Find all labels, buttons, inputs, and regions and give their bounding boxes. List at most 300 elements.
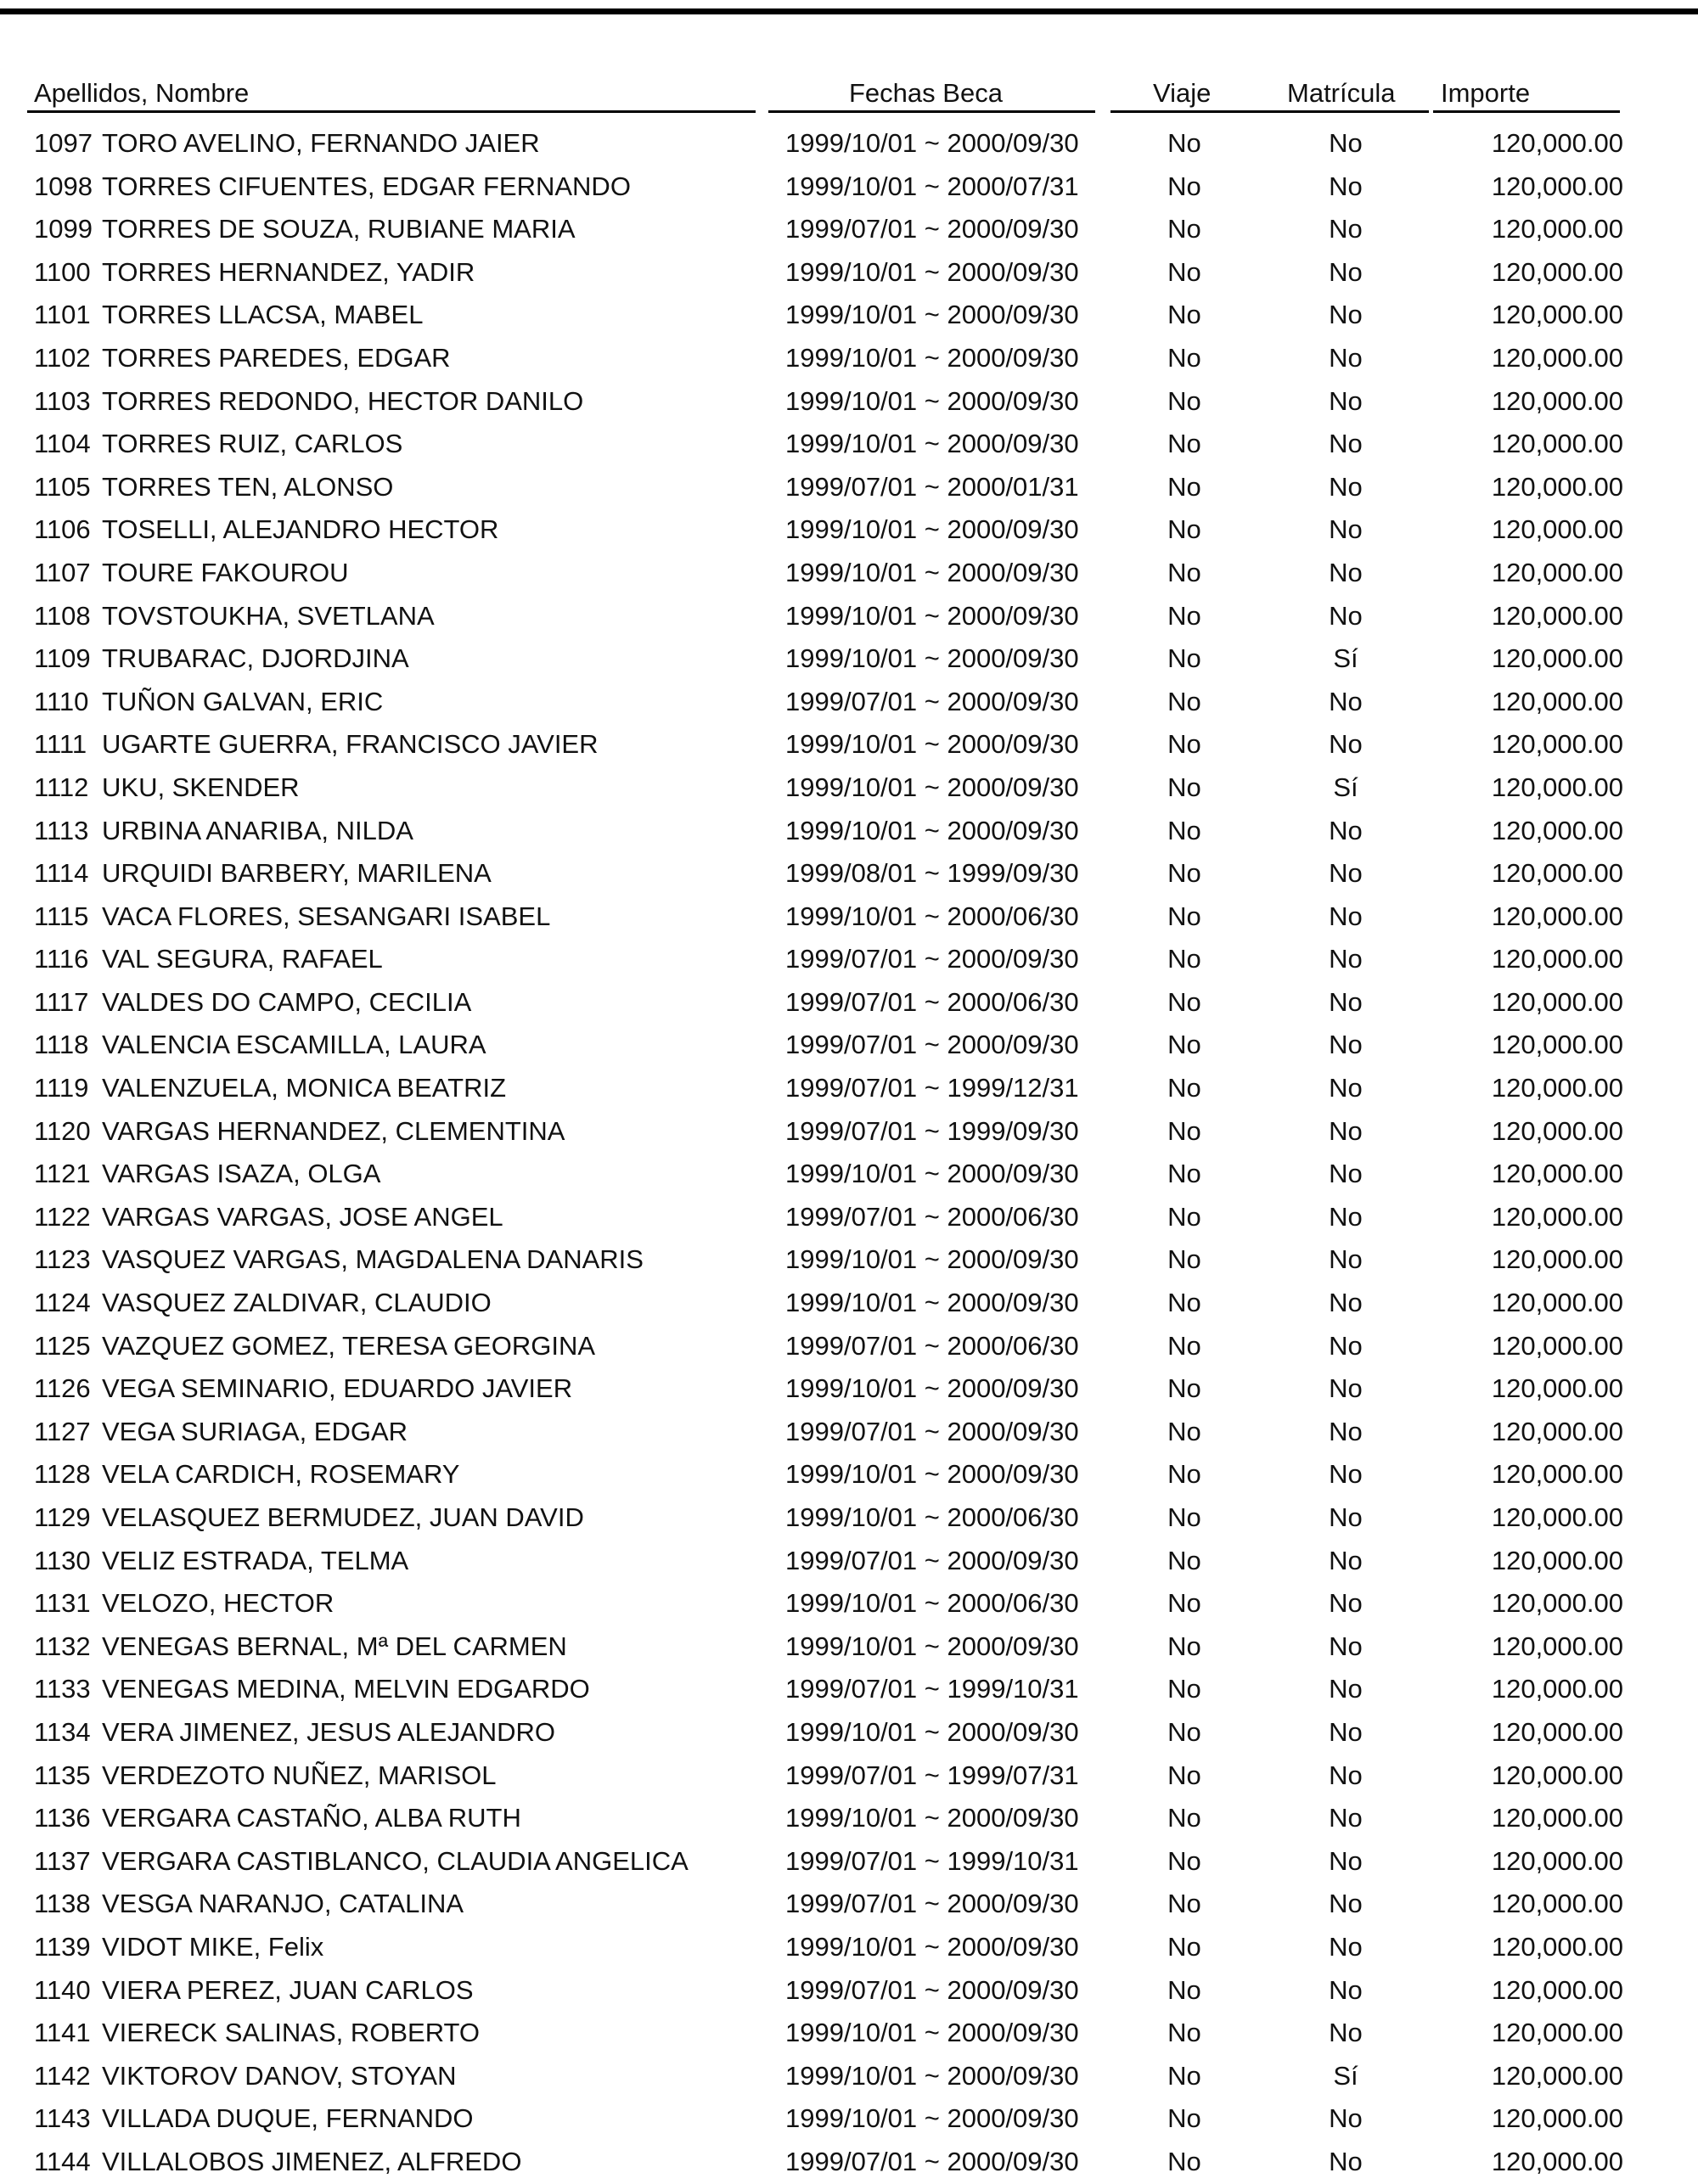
row-importe: 120,000.00: [1491, 1716, 1623, 1747]
table-row: [0, 552, 1698, 595]
row-name: URBINA ANARIBA, NILDA: [102, 815, 413, 845]
row-number: 1107: [34, 557, 91, 587]
table-row: [0, 1024, 1698, 1067]
row-importe: 120,000.00: [1491, 171, 1623, 201]
row-dates: 1999/07/01 ~ 1999/10/31: [785, 1674, 1079, 1704]
row-name: VACA FLORES, SESANGARI ISABEL: [102, 901, 551, 931]
row-name: TORRES HERNANDEZ, YADIR: [102, 256, 475, 287]
row-importe: 120,000.00: [1491, 256, 1623, 287]
row-matricula: No: [1329, 686, 1363, 716]
row-dates: 1999/10/01 ~ 2000/09/30: [785, 1244, 1079, 1275]
table-row: [0, 1840, 1698, 1884]
row-number: 1133: [34, 1674, 91, 1704]
header-importe: Importe: [1441, 78, 1531, 108]
row-name: TORRES DE SOUZA, RUBIANE MARIA: [102, 214, 576, 244]
table-row: [0, 251, 1698, 295]
table-row: [0, 1926, 1698, 1969]
row-name: VERGARA CASTIBLANCO, CLAUDIA ANGELICA: [102, 1845, 689, 1876]
row-dates: 1999/08/01 ~ 1999/09/30: [785, 858, 1079, 889]
row-matricula: No: [1329, 2018, 1363, 2048]
row-importe: 120,000.00: [1491, 600, 1623, 631]
row-dates: 1999/07/01 ~ 2000/09/30: [785, 2146, 1079, 2176]
row-viaje: No: [1167, 1716, 1201, 1747]
header-viaje: Viaje: [1153, 78, 1212, 108]
row-dates: 1999/10/01 ~ 2000/09/30: [785, 643, 1079, 674]
row-matricula: No: [1329, 171, 1363, 201]
row-matricula: No: [1329, 1889, 1363, 1919]
row-matricula: No: [1329, 1288, 1363, 1318]
row-name: VALENZUELA, MONICA BEATRIZ: [102, 1073, 507, 1103]
row-dates: 1999/07/01 ~ 2000/09/30: [785, 214, 1079, 244]
row-name: VILLALOBOS JIMENEZ, ALFREDO: [102, 2146, 522, 2176]
row-viaje: No: [1167, 256, 1201, 287]
row-viaje: No: [1167, 429, 1201, 459]
row-importe: 120,000.00: [1491, 729, 1623, 760]
row-number: 1142: [34, 2060, 91, 2091]
row-viaje: No: [1167, 1974, 1201, 2005]
row-importe: 120,000.00: [1491, 944, 1623, 974]
row-number: 1126: [34, 1373, 91, 1404]
row-number: 1112: [34, 772, 89, 802]
row-viaje: No: [1167, 1545, 1201, 1575]
row-dates: 1999/07/01 ~ 2000/06/30: [785, 1330, 1079, 1361]
row-number: 1102: [34, 342, 91, 373]
row-importe: 120,000.00: [1491, 300, 1623, 330]
row-importe: 120,000.00: [1491, 1159, 1623, 1189]
row-matricula: No: [1329, 1588, 1363, 1619]
row-name: TOVSTOUKHA, SVETLANA: [102, 600, 435, 631]
row-dates: 1999/07/01 ~ 2000/01/31: [785, 471, 1079, 502]
row-number: 1098: [34, 171, 93, 201]
row-name: VARGAS HERNANDEZ, CLEMENTINA: [102, 1115, 565, 1146]
row-matricula: No: [1329, 1974, 1363, 2005]
table-row: [0, 681, 1698, 724]
row-number: 1104: [34, 429, 91, 459]
row-number: 1127: [34, 1416, 91, 1446]
row-number: 1129: [34, 1502, 91, 1532]
row-importe: 120,000.00: [1491, 1674, 1623, 1704]
row-number: 1101: [34, 300, 91, 330]
header-matricula: Matrícula: [1287, 78, 1396, 108]
row-importe: 120,000.00: [1491, 1244, 1623, 1275]
row-dates: 1999/07/01 ~ 2000/09/30: [785, 1974, 1079, 2005]
row-name: UKU, SKENDER: [102, 772, 300, 802]
row-name: VENEGAS BERNAL, Mª DEL CARMEN: [102, 1631, 567, 1661]
row-matricula: No: [1329, 1845, 1363, 1876]
row-number: 1099: [34, 214, 93, 244]
row-dates: 1999/10/01 ~ 2000/09/30: [785, 2060, 1079, 2091]
row-dates: 1999/07/01 ~ 1999/09/30: [785, 1115, 1079, 1146]
row-name: TORO AVELINO, FERNANDO JAIER: [102, 128, 540, 158]
row-matricula: No: [1329, 1631, 1363, 1661]
row-viaje: No: [1167, 514, 1201, 545]
row-importe: 120,000.00: [1491, 901, 1623, 931]
row-matricula: No: [1329, 944, 1363, 974]
table-row: [0, 423, 1698, 466]
row-dates: 1999/07/01 ~ 2000/09/30: [785, 686, 1079, 716]
row-importe: 120,000.00: [1491, 557, 1623, 587]
row-viaje: No: [1167, 171, 1201, 201]
row-number: 1105: [34, 471, 91, 502]
table-row: [0, 1711, 1698, 1754]
row-importe: 120,000.00: [1491, 2018, 1623, 2048]
row-name: TORRES PAREDES, EDGAR: [102, 342, 451, 373]
table-row: [0, 895, 1698, 939]
row-name: URQUIDI BARBERY, MARILENA: [102, 858, 492, 889]
row-matricula: No: [1329, 214, 1363, 244]
row-viaje: No: [1167, 1674, 1201, 1704]
header-underline-matricula: [1263, 110, 1429, 113]
table-row: [0, 1883, 1698, 1926]
row-dates: 1999/10/01 ~ 2000/09/30: [785, 514, 1079, 545]
table-row: [0, 1067, 1698, 1110]
row-matricula: Sí: [1333, 772, 1358, 802]
row-name: VAL SEGURA, RAFAEL: [102, 944, 383, 974]
row-number: 1130: [34, 1545, 91, 1575]
row-viaje: No: [1167, 2060, 1201, 2091]
row-matricula: No: [1329, 2103, 1363, 2134]
table-row: [0, 1325, 1698, 1368]
row-dates: 1999/10/01 ~ 2000/09/30: [785, 1631, 1079, 1661]
table-row: [0, 2097, 1698, 2141]
row-matricula: No: [1329, 901, 1363, 931]
row-dates: 1999/10/01 ~ 2000/09/30: [785, 1288, 1079, 1318]
table-row: [0, 1582, 1698, 1625]
row-dates: 1999/10/01 ~ 2000/09/30: [785, 256, 1079, 287]
row-dates: 1999/07/01 ~ 2000/09/30: [785, 1416, 1079, 1446]
top-rule: [0, 8, 1698, 14]
table-row: [0, 1625, 1698, 1669]
row-viaje: No: [1167, 1631, 1201, 1661]
row-dates: 1999/10/01 ~ 2000/09/30: [785, 300, 1079, 330]
row-name: VILLADA DUQUE, FERNANDO: [102, 2103, 474, 2134]
row-name: TUÑON GALVAN, ERIC: [102, 686, 384, 716]
row-name: TORRES LLACSA, MABEL: [102, 300, 424, 330]
row-viaje: No: [1167, 729, 1201, 760]
table-row: [0, 1411, 1698, 1454]
row-matricula: No: [1329, 1159, 1363, 1189]
row-number: 1108: [34, 600, 91, 631]
row-number: 1117: [34, 986, 89, 1017]
row-dates: 1999/10/01 ~ 2000/09/30: [785, 729, 1079, 760]
row-viaje: No: [1167, 600, 1201, 631]
table-row: [0, 2012, 1698, 2055]
row-viaje: No: [1167, 557, 1201, 587]
row-number: 1137: [34, 1845, 91, 1876]
header-underline-viaje: [1110, 110, 1263, 113]
row-name: TOURE FAKOUROU: [102, 557, 349, 587]
row-importe: 120,000.00: [1491, 1760, 1623, 1790]
row-dates: 1999/07/01 ~ 2000/06/30: [785, 986, 1079, 1017]
row-matricula: Sí: [1333, 643, 1358, 674]
row-name: VELOZO, HECTOR: [102, 1588, 335, 1619]
table-row: [0, 1453, 1698, 1496]
row-viaje: No: [1167, 643, 1201, 674]
row-name: VESGA NARANJO, CATALINA: [102, 1889, 464, 1919]
row-number: 1125: [34, 1330, 91, 1361]
table-row: [0, 337, 1698, 380]
row-name: VERGARA CASTAÑO, ALBA RUTH: [102, 1803, 521, 1833]
table-row: [0, 1196, 1698, 1239]
row-number: 1118: [34, 1030, 89, 1060]
table-row: [0, 595, 1698, 638]
table-row: [0, 1540, 1698, 1583]
row-importe: 120,000.00: [1491, 1545, 1623, 1575]
row-viaje: No: [1167, 858, 1201, 889]
table-row: [0, 2055, 1698, 2098]
row-viaje: No: [1167, 1416, 1201, 1446]
table-row: [0, 1367, 1698, 1411]
row-name: VELASQUEZ BERMUDEZ, JUAN DAVID: [102, 1502, 584, 1532]
table-row: [0, 122, 1698, 166]
header-dates: Fechas Beca: [849, 78, 1003, 108]
row-matricula: No: [1329, 385, 1363, 416]
row-matricula: No: [1329, 986, 1363, 1017]
row-viaje: No: [1167, 1073, 1201, 1103]
row-viaje: No: [1167, 471, 1201, 502]
table-row: [0, 723, 1698, 766]
row-number: 1120: [34, 1115, 91, 1146]
row-dates: 1999/07/01 ~ 1999/10/31: [785, 1845, 1079, 1876]
row-name: UGARTE GUERRA, FRANCISCO JAVIER: [102, 729, 599, 760]
row-name: VELA CARDICH, ROSEMARY: [102, 1459, 460, 1490]
row-importe: 120,000.00: [1491, 429, 1623, 459]
row-dates: 1999/10/01 ~ 2000/09/30: [785, 600, 1079, 631]
row-viaje: No: [1167, 772, 1201, 802]
row-dates: 1999/10/01 ~ 2000/09/30: [785, 1159, 1079, 1189]
row-viaje: No: [1167, 944, 1201, 974]
row-matricula: No: [1329, 1073, 1363, 1103]
row-dates: 1999/10/01 ~ 2000/09/30: [785, 385, 1079, 416]
row-name: VALENCIA ESCAMILLA, LAURA: [102, 1030, 486, 1060]
row-matricula: No: [1329, 858, 1363, 889]
table-row: [0, 1110, 1698, 1154]
row-viaje: No: [1167, 128, 1201, 158]
row-matricula: No: [1329, 1330, 1363, 1361]
table-row: [0, 1754, 1698, 1798]
row-dates: 1999/10/01 ~ 2000/09/30: [785, 1716, 1079, 1747]
row-matricula: No: [1329, 1931, 1363, 1962]
row-name: TRUBARAC, DJORDJINA: [102, 643, 409, 674]
row-dates: 1999/10/01 ~ 2000/06/30: [785, 901, 1079, 931]
row-importe: 120,000.00: [1491, 1030, 1623, 1060]
row-matricula: No: [1329, 1674, 1363, 1704]
row-matricula: No: [1329, 1416, 1363, 1446]
row-dates: 1999/10/01 ~ 2000/06/30: [785, 1502, 1079, 1532]
row-name: TORRES REDONDO, HECTOR DANILO: [102, 385, 584, 416]
row-importe: 120,000.00: [1491, 1974, 1623, 2005]
row-dates: 1999/10/01 ~ 2000/09/30: [785, 128, 1079, 158]
row-importe: 120,000.00: [1491, 214, 1623, 244]
header-underline-dates: [768, 110, 1095, 113]
header-name: Apellidos, Nombre: [34, 78, 250, 108]
row-dates: 1999/07/01 ~ 2000/09/30: [785, 1545, 1079, 1575]
row-matricula: Sí: [1333, 2060, 1358, 2091]
row-viaje: No: [1167, 1330, 1201, 1361]
row-dates: 1999/10/01 ~ 2000/07/31: [785, 171, 1079, 201]
row-number: 1100: [34, 256, 91, 287]
row-dates: 1999/07/01 ~ 2000/09/30: [785, 944, 1079, 974]
row-importe: 120,000.00: [1491, 815, 1623, 845]
row-number: 1121: [34, 1159, 91, 1189]
row-importe: 120,000.00: [1491, 471, 1623, 502]
table-row: [0, 2141, 1698, 2184]
row-number: 1128: [34, 1459, 91, 1490]
row-name: TORRES RUIZ, CARLOS: [102, 429, 403, 459]
row-name: VELIZ ESTRADA, TELMA: [102, 1545, 409, 1575]
row-number: 1140: [34, 1974, 91, 2005]
row-name: VALDES DO CAMPO, CECILIA: [102, 986, 472, 1017]
row-number: 1134: [34, 1716, 91, 1747]
row-viaje: No: [1167, 1115, 1201, 1146]
row-dates: 1999/10/01 ~ 2000/09/30: [785, 429, 1079, 459]
row-importe: 120,000.00: [1491, 1845, 1623, 1876]
row-matricula: No: [1329, 1760, 1363, 1790]
row-number: 1106: [34, 514, 91, 545]
row-matricula: No: [1329, 514, 1363, 545]
row-matricula: No: [1329, 557, 1363, 587]
row-matricula: No: [1329, 1115, 1363, 1146]
row-viaje: No: [1167, 1760, 1201, 1790]
row-number: 1135: [34, 1760, 91, 1790]
table-row: [0, 1153, 1698, 1196]
row-number: 1132: [34, 1631, 91, 1661]
table-row: [0, 1282, 1698, 1325]
row-viaje: No: [1167, 1030, 1201, 1060]
row-dates: 1999/10/01 ~ 2000/09/30: [785, 1931, 1079, 1962]
row-name: VIERA PEREZ, JUAN CARLOS: [102, 1974, 474, 2005]
row-number: 1115: [34, 901, 89, 931]
row-matricula: No: [1329, 2146, 1363, 2176]
row-matricula: No: [1329, 1373, 1363, 1404]
table-row: [0, 637, 1698, 681]
row-number: 1113: [34, 815, 89, 845]
table-row: [0, 1238, 1698, 1282]
row-matricula: No: [1329, 1545, 1363, 1575]
row-number: 1141: [34, 2018, 91, 2048]
table-row: [0, 810, 1698, 853]
row-number: 1139: [34, 1931, 91, 1962]
row-number: 1119: [34, 1073, 89, 1103]
row-viaje: No: [1167, 342, 1201, 373]
row-name: TORRES TEN, ALONSO: [102, 471, 394, 502]
row-dates: 1999/07/01 ~ 2000/06/30: [785, 1201, 1079, 1232]
row-name: VERA JIMENEZ, JESUS ALEJANDRO: [102, 1716, 556, 1747]
row-matricula: No: [1329, 342, 1363, 373]
row-importe: 120,000.00: [1491, 1631, 1623, 1661]
row-name: VARGAS ISAZA, OLGA: [102, 1159, 381, 1189]
row-importe: 120,000.00: [1491, 2103, 1623, 2134]
row-importe: 120,000.00: [1491, 1588, 1623, 1619]
row-dates: 1999/07/01 ~ 2000/09/30: [785, 1889, 1079, 1919]
row-name: VEGA SURIAGA, EDGAR: [102, 1416, 408, 1446]
table-row: [0, 1797, 1698, 1840]
row-number: 1131: [34, 1588, 91, 1619]
row-viaje: No: [1167, 1803, 1201, 1833]
row-matricula: No: [1329, 300, 1363, 330]
row-importe: 120,000.00: [1491, 514, 1623, 545]
row-number: 1124: [34, 1288, 91, 1318]
table-row: [0, 294, 1698, 337]
row-matricula: No: [1329, 1803, 1363, 1833]
row-importe: 120,000.00: [1491, 1459, 1623, 1490]
row-matricula: No: [1329, 815, 1363, 845]
row-number: 1136: [34, 1803, 91, 1833]
table-row: [0, 938, 1698, 981]
table-row: [0, 1969, 1698, 2013]
header-underline-importe: [1433, 110, 1620, 113]
row-name: VEGA SEMINARIO, EDUARDO JAVIER: [102, 1373, 573, 1404]
row-viaje: No: [1167, 2146, 1201, 2176]
row-matricula: No: [1329, 1502, 1363, 1532]
row-matricula: No: [1329, 471, 1363, 502]
row-name: VAZQUEZ GOMEZ, TERESA GEORGINA: [102, 1330, 596, 1361]
row-number: 1114: [34, 858, 89, 889]
row-importe: 120,000.00: [1491, 1373, 1623, 1404]
row-viaje: No: [1167, 1931, 1201, 1962]
row-importe: 120,000.00: [1491, 385, 1623, 416]
table-row: [0, 852, 1698, 895]
table-row: [0, 1496, 1698, 1540]
row-matricula: No: [1329, 1459, 1363, 1490]
table-row: [0, 981, 1698, 1025]
row-dates: 1999/10/01 ~ 2000/09/30: [785, 1373, 1079, 1404]
row-viaje: No: [1167, 901, 1201, 931]
row-importe: 120,000.00: [1491, 1416, 1623, 1446]
row-name: TOSELLI, ALEJANDRO HECTOR: [102, 514, 499, 545]
row-importe: 120,000.00: [1491, 1073, 1623, 1103]
row-number: 1116: [34, 944, 89, 974]
table-header: [0, 76, 1698, 114]
row-viaje: No: [1167, 1373, 1201, 1404]
row-dates: 1999/10/01 ~ 2000/06/30: [785, 1588, 1079, 1619]
row-importe: 120,000.00: [1491, 342, 1623, 373]
row-matricula: No: [1329, 128, 1363, 158]
row-viaje: No: [1167, 1845, 1201, 1876]
row-importe: 120,000.00: [1491, 686, 1623, 716]
table-row: [0, 466, 1698, 509]
row-viaje: No: [1167, 815, 1201, 845]
row-name: VARGAS VARGAS, JOSE ANGEL: [102, 1201, 503, 1232]
row-matricula: No: [1329, 256, 1363, 287]
row-viaje: No: [1167, 1889, 1201, 1919]
row-dates: 1999/10/01 ~ 2000/09/30: [785, 815, 1079, 845]
row-viaje: No: [1167, 686, 1201, 716]
row-dates: 1999/07/01 ~ 1999/12/31: [785, 1073, 1079, 1103]
row-name: VIERECK SALINAS, ROBERTO: [102, 2018, 481, 2048]
row-viaje: No: [1167, 1159, 1201, 1189]
row-matricula: No: [1329, 1201, 1363, 1232]
row-importe: 120,000.00: [1491, 1288, 1623, 1318]
row-viaje: No: [1167, 1588, 1201, 1619]
row-viaje: No: [1167, 1459, 1201, 1490]
row-number: 1122: [34, 1201, 91, 1232]
row-viaje: No: [1167, 385, 1201, 416]
row-importe: 120,000.00: [1491, 1330, 1623, 1361]
row-viaje: No: [1167, 1244, 1201, 1275]
row-viaje: No: [1167, 986, 1201, 1017]
row-matricula: No: [1329, 600, 1363, 631]
row-number: 1144: [34, 2146, 91, 2176]
row-number: 1111: [34, 729, 87, 760]
row-dates: 1999/10/01 ~ 2000/09/30: [785, 1459, 1079, 1490]
row-dates: 1999/07/01 ~ 2000/09/30: [785, 1030, 1079, 1060]
row-importe: 120,000.00: [1491, 1201, 1623, 1232]
row-number: 1123: [34, 1244, 91, 1275]
row-viaje: No: [1167, 1502, 1201, 1532]
row-viaje: No: [1167, 1288, 1201, 1318]
row-importe: 120,000.00: [1491, 2060, 1623, 2091]
